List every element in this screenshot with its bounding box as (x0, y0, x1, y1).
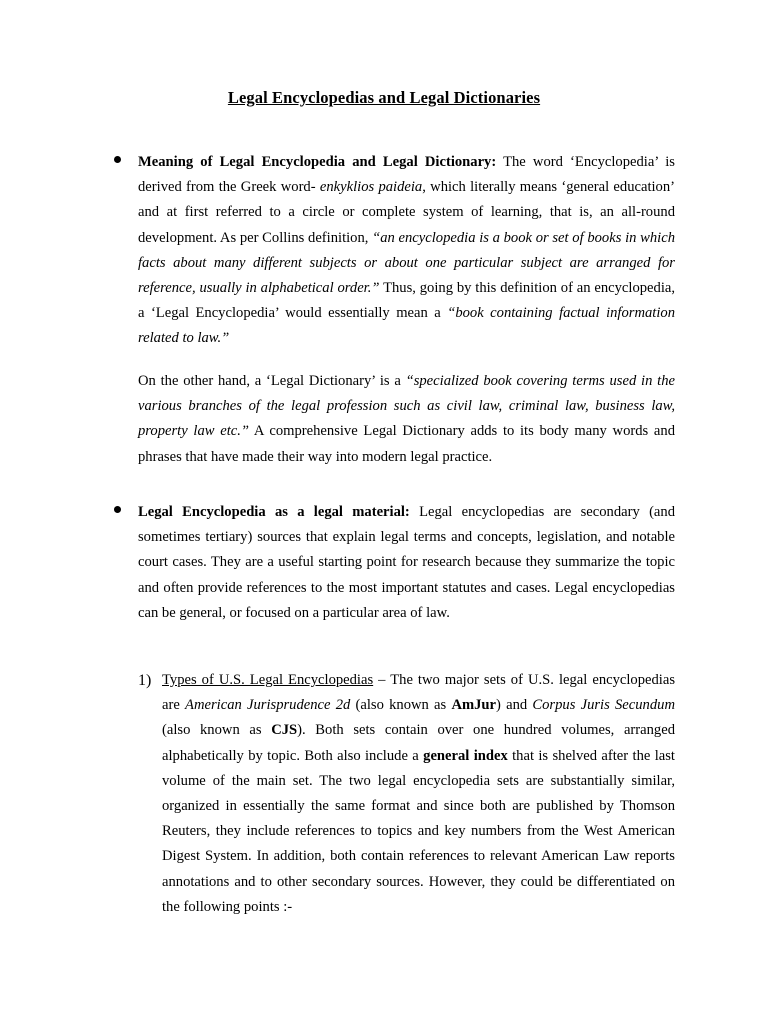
text-span: that is shelved after the last volume of the main set. The two legal encyclopedia sets are substantially similar, organized in essentially the same format and since both are published by Thomson Reuters, they include references to topics and key numbers from the West American Digest System. In addition, both contain references to relevant American Law reports annotations and to other secondary sources. However, they could be differentiated on the following points :- (162, 747, 675, 915)
text-span: , which literally means ‘general education’ and at first referred to a circle or complete system of learning, that is, an all-round development. As per Collins definition, (138, 179, 676, 246)
section-legal-material (138, 500, 675, 626)
item-number: 1) (138, 672, 152, 689)
section-dictionary (138, 369, 675, 470)
item-heading-types: Types of U.S. Legal Encyclopedias (162, 672, 374, 688)
text-span: – The two major sets of U.S. legal encyclopedias are (162, 672, 675, 714)
greek-term: enkyklios paideia (319, 179, 423, 196)
bullet-icon (114, 156, 121, 163)
text-span: On the other hand, a ‘Legal Dictionary’ is a (138, 373, 406, 389)
text-span: Legal encyclopedias are secondary (and sometimes tertiary) sources that explain legal terms and concepts, legislation, and notable court cases. They are a useful starting point for research because they summarize the topic and often provide references to the most important statutes and cases. Legal encyclopedias can be general, or focused on a particular area of law. (138, 504, 676, 621)
bullet-icon (114, 506, 121, 513)
page-title: Legal Encyclopedias and Legal Dictionaries (227, 88, 541, 107)
text-span: (also known as (350, 697, 452, 714)
amjur-title: American Jurisprudence 2d (185, 697, 351, 714)
cjs-abbr: CJS (271, 722, 298, 739)
paragraph-types (162, 668, 675, 920)
dictionary-quote: “specialized book covering terms used in the various branches of the legal profession such as civil law, criminal law, business law, property law etc.” (138, 373, 675, 440)
text-span: ). Both sets contain over one hundred volumes, arranged alphabetically by topic. Both also include a (162, 722, 675, 764)
numbered-item-types (138, 668, 675, 920)
text-span: Thus, going by this definition of an encyclopedia, a ‘Legal Encyclopedia’ would essentially mean a (138, 280, 675, 322)
text-span: The word ‘Encyclopedia’ is derived from the Greek word- (138, 154, 675, 196)
text-span: ) and (496, 697, 533, 714)
general-index-term: general index (423, 747, 508, 764)
paragraph-meaning (138, 150, 675, 352)
cjs-title: Corpus Juris Secundum (532, 697, 675, 714)
legal-encyclopedia-quote: “book containing factual information related to law.” (138, 305, 675, 347)
text-span: (also known as (162, 722, 272, 739)
text-span: A comprehensive Legal Dictionary adds to its body many words and phrases that have made their way into modern legal practice. (138, 423, 676, 465)
collins-quote: “an encyclopedia is a book or set of books in which facts about many different subjects or about one particular subject are arranged for reference, usually in alphabetical order.” (138, 229, 675, 297)
section-meaning (138, 150, 675, 352)
section-heading-legal-material: Legal Encyclopedia as a legal material: (138, 504, 410, 520)
amjur-abbr: AmJur (451, 697, 497, 714)
section-heading-meaning: Meaning of Legal Encyclopedia and Legal Dictionary: (138, 154, 497, 170)
paragraph-dictionary (138, 369, 675, 470)
paragraph-legal-material (138, 500, 675, 626)
